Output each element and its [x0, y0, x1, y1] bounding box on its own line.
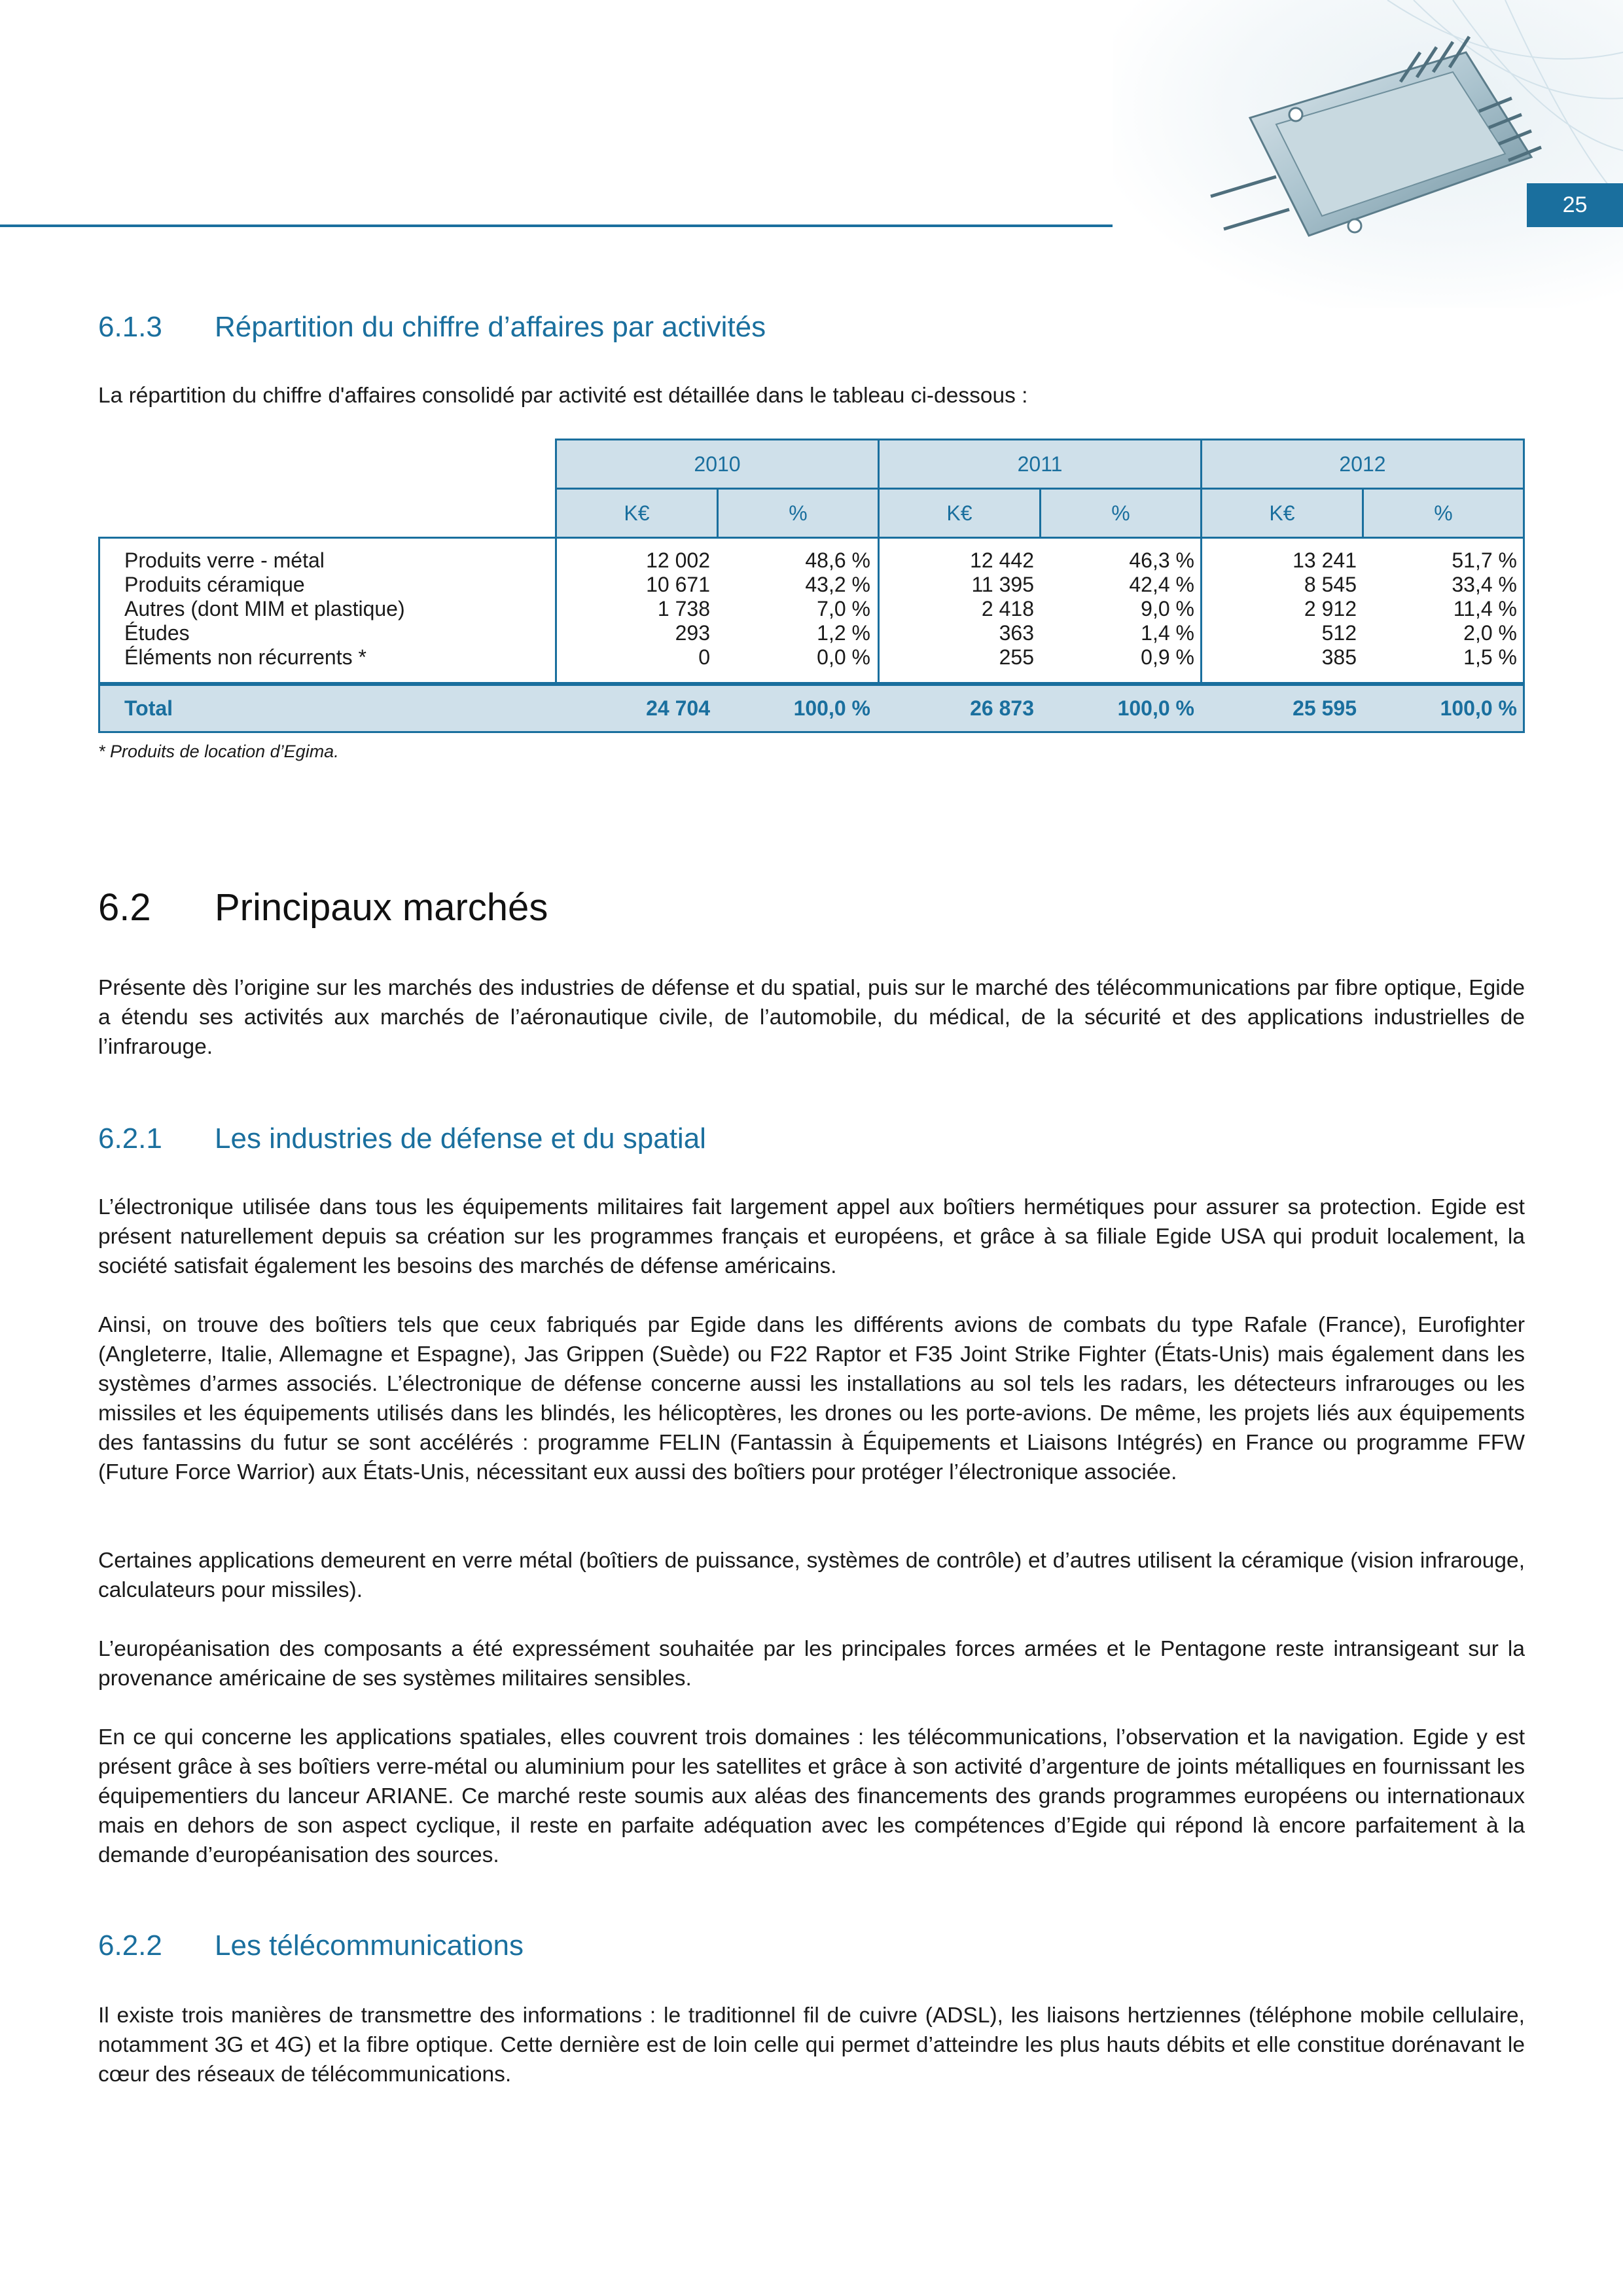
total-value: 26 873: [970, 696, 1034, 720]
table-cell: 1,4 %: [1141, 621, 1194, 645]
table-cell: 7,0 %: [817, 597, 870, 620]
total-value: 100,0 %: [1117, 696, 1194, 720]
table-cell: 385: [1321, 645, 1357, 669]
table-cell: 11,4 %: [1453, 597, 1517, 620]
table-cell: 10 671: [646, 573, 710, 596]
year-header-2012: 2012: [1200, 439, 1525, 490]
section-6-2-2-heading: [98, 1929, 524, 1962]
section-number: 6.2.2: [98, 1929, 162, 1962]
paragraph: Certaines applications demeurent en verre métal (boîtiers de puissance, systèmes de contrôle) et d’autres utilisent la céramique (vision infrarouge, calculateurs pour missiles).: [98, 1549, 1525, 1602]
table-cell: 293: [675, 621, 710, 645]
table-row-label: Produits céramique: [124, 573, 305, 596]
section-title: Principaux marchés: [215, 886, 548, 929]
table-cell: 512: [1321, 621, 1357, 645]
section-number: 6.2: [98, 886, 151, 929]
section-title: Répartition du chiffre d’affaires par activités: [215, 311, 766, 343]
paragraph: L’électronique utilisée dans tous les équipements militaires fait largement appel aux boîtiers hermétiques pour assurer sa protection. Egide est présent naturellement depuis sa création sur les programmes français et européens, et grâce à sa filiale Egide USA qui produit localement, la société satisfait également les besoins des marchés de défense américains.: [98, 1195, 1525, 1278]
year-header-2011: 2011: [878, 439, 1202, 490]
table-row-label: Études: [124, 621, 190, 645]
table-cell: 255: [999, 645, 1034, 669]
section-title: Les télécommunications: [215, 1929, 524, 1962]
table-cell: 2 912: [1304, 597, 1357, 620]
unit-header: %: [1039, 488, 1202, 539]
table-footnote: * Produits de location d’Egima.: [98, 742, 339, 761]
table-cell: 13 241: [1293, 548, 1357, 572]
table-cell: 11 395: [971, 573, 1034, 596]
paragraph: Ainsi, on trouve des boîtiers tels que ceux fabriqués par Egide dans les différents avions de combats du type Rafale (France), Eurofighter (Angleterre, Italie, Allemagne et Espagne), Jas Grippen (Suède) ou F22 Raptor et F35 Joint Strike Fighter (États-Unis) mais également dans les systèmes d’armes associés. L’électronique de défense concerne aussi les installations au sol tels les radars, les détecteurs infrarouges ou les missiles et les équipements utilisés dans les blindés, les hélicoptères, les drones ou les porte-avions. De même, les projets liés aux équipements des fantassins du futur se sont accélérés : programme FELIN (Fantassin à Équipements et Liaisons Intégrés) en France ou programme FFW (Future Force Warrior) aux États-Unis, nécessitant eux aussi des boîtiers pour protéger l’électronique associée.: [98, 1313, 1525, 1484]
section-number: 6.1.3: [98, 311, 162, 343]
unit-header: K€: [878, 488, 1041, 539]
section-title: Les industries de défense et du spatial: [215, 1122, 706, 1155]
total-label: Total: [124, 696, 173, 720]
table-cell: 2,0 %: [1463, 621, 1517, 645]
total-value: 25 595: [1293, 696, 1357, 720]
unit-header: K€: [1200, 488, 1364, 539]
unit-header: %: [717, 488, 880, 539]
table-cell: 46,3 %: [1129, 548, 1194, 572]
table-cell: 0,9 %: [1141, 645, 1194, 669]
table-cell: 0: [698, 645, 710, 669]
table-row-label: Produits verre - métal: [124, 548, 325, 572]
table-cell: 1,5 %: [1463, 645, 1517, 669]
table-row-label: Autres (dont MIM et plastique): [124, 597, 405, 620]
header-rule: [0, 224, 1113, 227]
table-cell: 9,0 %: [1141, 597, 1194, 620]
unit-header: K€: [555, 488, 719, 539]
header-package-illustration: [1113, 0, 1623, 308]
table-cell: 42,4 %: [1129, 573, 1194, 596]
section-number: 6.2.1: [98, 1122, 162, 1155]
section-6-2-heading: [98, 886, 548, 929]
table-cell: 51,7 %: [1452, 548, 1517, 572]
section-6-1-3-heading: [98, 311, 766, 344]
table-cell: 1,2 %: [817, 621, 870, 645]
table-cell: 2 418: [981, 597, 1034, 620]
table-cell: 8 545: [1304, 573, 1357, 596]
table-cell: 43,2 %: [805, 573, 870, 596]
table-cell: 12 002: [646, 548, 710, 572]
unit-header: %: [1362, 488, 1525, 539]
paragraph: L’européanisation des composants a été expressément souhaitée par les principales forces armées et le Pentagone reste intransigeant sur la provenance américaine de ses systèmes militaires sensibles.: [98, 1637, 1525, 1691]
section-6-2-1-heading: [98, 1122, 706, 1155]
total-value: 24 704: [646, 696, 710, 720]
year-header-2010: 2010: [555, 439, 880, 490]
section-6-2-2-paragraph: Il existe trois manières de transmettre des informations : le traditionnel fil de cuivre (ADSL), les liaisons hertziennes (téléphone mobile cellulaire, notamment 3G et 4G) et la fibre optique. Cette dernière est de loin celle qui permet d’atteindre les plus hauts débits et elle constitue dorénavant le cœur des réseaux de télécommunications.: [98, 2003, 1525, 2087]
table-cell: 48,6 %: [805, 548, 870, 572]
table-row-label: Éléments non récurrents *: [124, 645, 366, 669]
section-6-2-paragraph: Présente dès l’origine sur les marchés des industries de défense et du spatial, puis sur le marché des télécommunications par fibre optique, Egide a étendu ses activités aux marchés de l’aéronautique civile, de l’automobile, du médical, de la sécurité et des applications industrielles de l’infrarouge.: [98, 976, 1525, 1059]
page-number: 25: [1562, 192, 1588, 217]
total-value: 100,0 %: [793, 696, 870, 720]
table-cell: 33,4 %: [1452, 573, 1517, 596]
table-cell: 0,0 %: [817, 645, 870, 669]
table-cell: 12 442: [970, 548, 1034, 572]
table-cell: 363: [999, 621, 1034, 645]
paragraph: En ce qui concerne les applications spatiales, elles couvrent trois domaines : les télécommunications, l’observation et la navigation. Egide y est présent grâce à ses boîtiers verre-métal ou aluminium pour les satellites et grâce à son activité d’argenture de joints métalliques en fournissant les équipementiers du lanceur ARIANE. Ce marché reste soumis aux aléas des financements des grands programmes européens ou internationaux mais en dehors de son aspect cyclique, il reste en parfaite adéquation avec les compétences d’Egide qui répond là encore parfaitement à la demande d’européanisation des sources.: [98, 1725, 1525, 1867]
total-value: 100,0 %: [1440, 696, 1517, 720]
table-cell: 1 738: [657, 597, 710, 620]
table-intro: La répartition du chiffre d'affaires consolidé par activité est détaillée dans le tableau ci-dessous :: [98, 384, 1028, 408]
